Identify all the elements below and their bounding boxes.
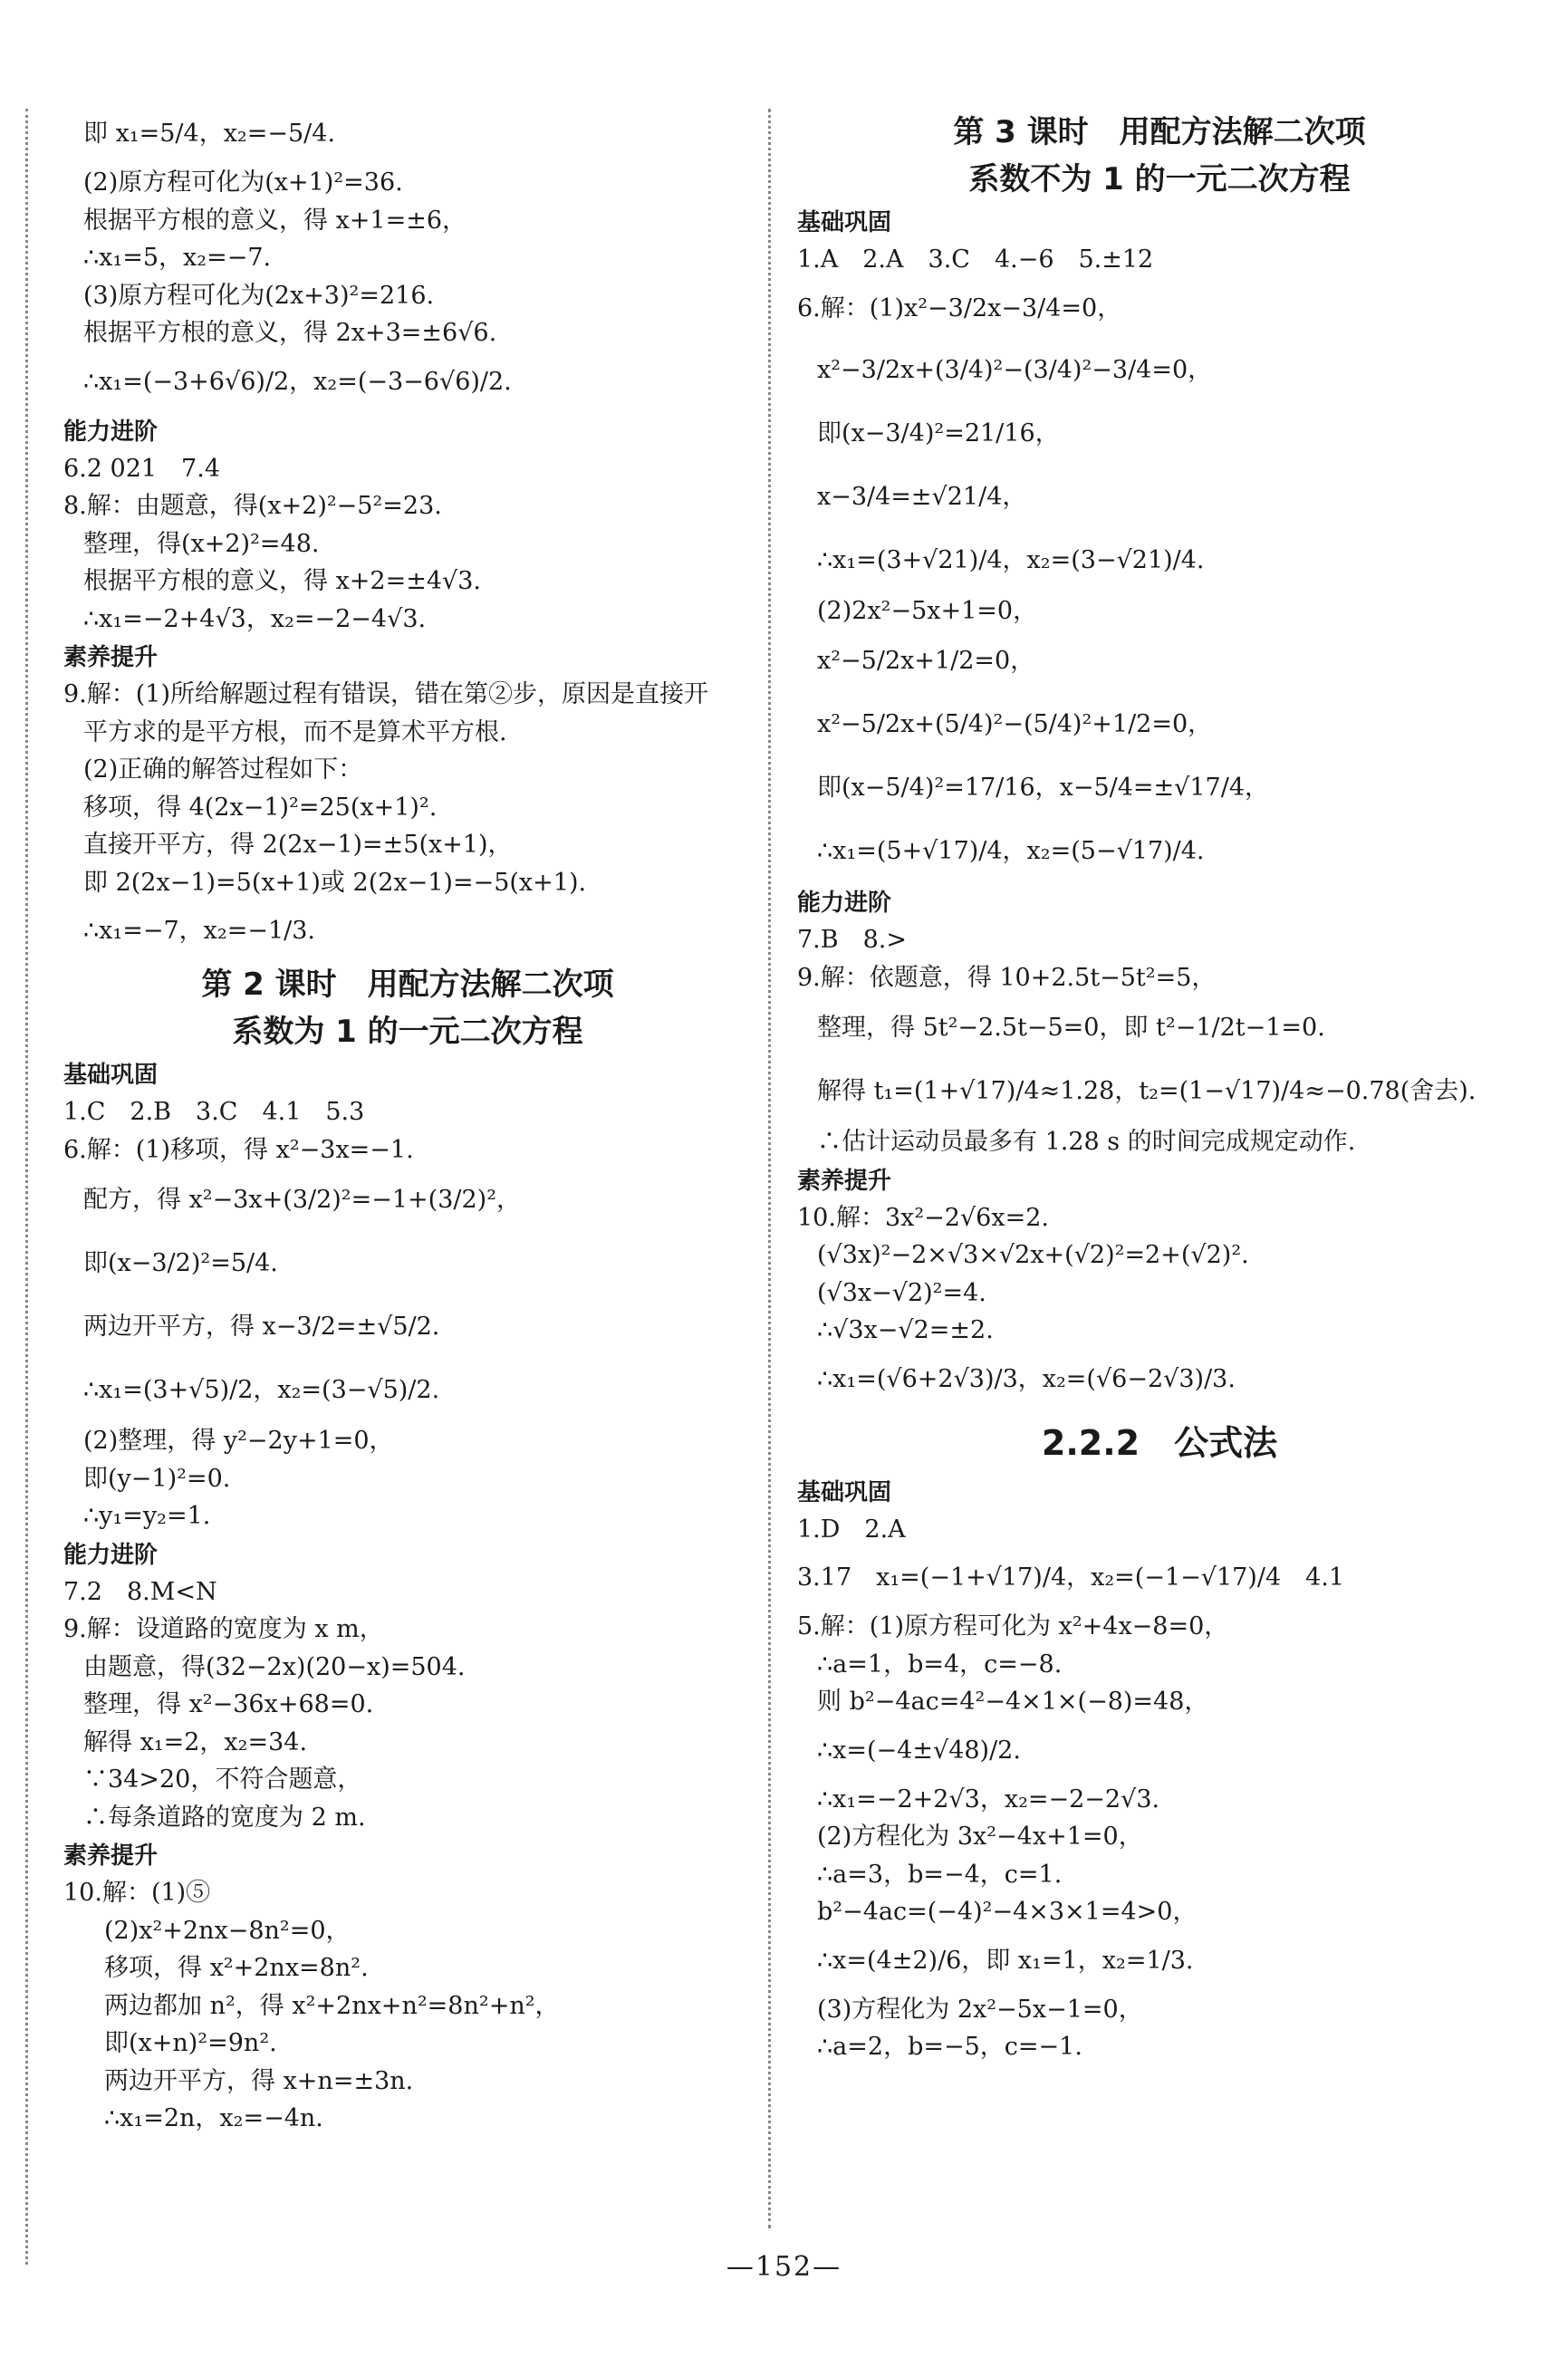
text-line: (2)x²+2nx−8n²=0， — [104, 1916, 351, 1945]
lines-block — [797, 241, 1522, 883]
text-line: ∴x₁=(−3+6√6)/2，x₂=(−3−6√6)/2. — [83, 367, 512, 396]
text-line: 移项，得 4(2x−1)²=25(x+1)². — [83, 793, 438, 822]
text-line: b²−4ac=(−4)²−4×3×1=4>0， — [817, 1898, 1198, 1926]
text-line: (3)方程化为 2x²−5x−1=0， — [817, 1995, 1143, 2024]
text-line: 1.D 2.A — [797, 1515, 906, 1544]
text-line: 9.解：设道路的宽度为 x m， — [63, 1615, 384, 1643]
section-heading: 能力进阶 — [63, 418, 159, 446]
left-column — [63, 104, 752, 2138]
text-line: 即(x−3/4)²=21/16， — [817, 418, 1060, 447]
text-line: (2)2x²−5x+1=0， — [817, 596, 1038, 625]
lines-block — [63, 450, 752, 639]
lines-block — [63, 104, 752, 412]
text-line: 6.解：(1)x²−3/2x−3/4=0， — [797, 293, 1122, 322]
lines-block — [797, 1511, 1522, 2066]
text-line: ∴a=2，b=−5，c=−1. — [817, 2033, 1082, 2061]
text-line: 根据平方根的意义，得 x+1=±6， — [83, 206, 467, 235]
text-line: 则 b²−4ac=4²−4×1×(−8)=48， — [817, 1688, 1209, 1716]
column-divider — [768, 109, 771, 2228]
text-line: ∴√3x−√2=±2. — [817, 1316, 994, 1344]
text-line: 配方，得 x²−3x+(3/2)²=−1+(3/2)²， — [83, 1186, 522, 1214]
text-line: 6.2 021 7.4 — [63, 454, 220, 483]
text-line: ∴a=3，b=−4，c=1. — [817, 1860, 1063, 1889]
lesson-title: 第 3 课时 用配方法解二次项 — [953, 114, 1366, 150]
topic-title: 2.2.2 公式法 — [1041, 1422, 1278, 1463]
section-heading: 素养提升 — [63, 644, 159, 671]
text-line: (3)原方程可化为(2x+3)²=216. — [83, 281, 435, 310]
section-heading: 基础巩固 — [797, 209, 892, 236]
text-line: 10.解：(1)⑤ — [63, 1879, 211, 1907]
text-line: ∴估计运动员最多有 1.28 s 的时间完成规定动作. — [817, 1128, 1356, 1156]
text-line: 即(y−1)²=0. — [83, 1464, 231, 1493]
text-line: ∴x₁=(3+√5)/2，x₂=(3−√5)/2. — [83, 1376, 440, 1404]
text-line: ∴x₁=−7，x₂=−1/3. — [83, 917, 315, 945]
text-line: 直接开平方，得 2(2x−1)=±5(x+1)， — [83, 831, 513, 859]
text-line: ∴x₁=−2+2√3，x₂=−2−2√3. — [817, 1785, 1160, 1813]
text-line: ∴x=(4±2)/6，即 x₁=1，x₂=1/3. — [817, 1946, 1194, 1975]
text-line: 平方求的是平方根，而不是算术平方根. — [83, 717, 507, 746]
text-line: (2)方程化为 3x²−4x+1=0， — [817, 1823, 1143, 1851]
text-line: ∴y₁=y₂=1. — [83, 1502, 211, 1530]
text-line: 1.A 2.A 3.C 4.−6 5.±12 — [797, 245, 1154, 274]
text-line: 整理，得 5t²−2.5t−5=0，即 t²−1/2t−1=0. — [817, 1014, 1325, 1042]
text-line: 即 2(2x−1)=5(x+1)或 2(2x−1)=−5(x+1). — [83, 868, 587, 897]
text-line: x²−5/2x+1/2=0， — [817, 647, 1035, 675]
text-line: 即(x+n)²=9n². — [104, 2029, 277, 2057]
text-line: ∴x₁=2n，x₂=−4n. — [104, 2104, 323, 2132]
lesson-title: 第 2 课时 用配方法解二次项 — [201, 967, 614, 1003]
text-line: 8.解：由题意，得(x+2)²−5²=23. — [63, 492, 442, 520]
lesson-title-line2: 系数为 1 的一元二次方程 — [232, 1014, 583, 1050]
text-line: ∴x₁=−2+4√3，x₂=−2−4√3. — [83, 604, 427, 633]
text-line: 9.解：(1)所给解题过程有错误，错在第②步，原因是直接开 — [63, 680, 709, 708]
text-line: 6.解：(1)移项，得 x²−3x=−1. — [63, 1135, 414, 1164]
text-line: ∵34>20，不符合题意， — [83, 1765, 362, 1794]
text-line: 整理，得 x²−36x+68=0. — [83, 1690, 374, 1718]
text-line: 两边开平方，得 x−3/2=±√5/2. — [83, 1313, 440, 1341]
text-line: 3.17 x₁=(−1+√17)/4，x₂=(−1−√17)/4 4.1 — [797, 1563, 1345, 1592]
text-line: (2)整理，得 y²−2y+1=0， — [83, 1427, 394, 1455]
lines-block — [63, 676, 752, 961]
text-line: 根据平方根的意义，得 2x+3=±6√6. — [83, 319, 497, 347]
text-line: ∴x₁=(3+√21)/4，x₂=(3−√21)/4. — [817, 545, 1205, 574]
left-margin-divider — [25, 109, 28, 2265]
section-heading: 素养提升 — [63, 1842, 159, 1870]
section-heading: 素养提升 — [797, 1167, 892, 1195]
text-line: 即(x−5/4)²=17/16，x−5/4=±√17/4， — [817, 774, 1270, 802]
text-line: ∴x₁=5，x₂=−7. — [83, 244, 272, 272]
text-line: x−3/4=±√21/4， — [817, 482, 1027, 511]
text-line: 两边都加 n²，得 x²+2nx+n²=8n²+n²， — [104, 1991, 560, 2020]
text-line: 根据平方根的意义，得 x+2=±4√3. — [83, 567, 482, 595]
text-line: 解得 x₁=2，x₂=34. — [83, 1727, 308, 1756]
lines-block — [63, 1573, 752, 1837]
section-heading: 基础巩固 — [797, 1478, 892, 1506]
lesson-title-line2: 系数不为 1 的一元二次方程 — [968, 161, 1351, 197]
section-heading: 基础巩固 — [63, 1062, 159, 1089]
text-line: ∴x₁=(5+√17)/4，x₂=(5−√17)/4. — [817, 837, 1205, 865]
text-line: (2)原方程可化为(x+1)²=36. — [83, 168, 403, 197]
text-line: 整理，得(x+2)²=48. — [83, 529, 320, 558]
lines-block — [797, 921, 1522, 1161]
lines-block — [797, 1199, 1522, 1409]
text-line: x²−3/2x+(3/4)²−(3/4)²−3/4=0， — [817, 355, 1213, 384]
text-line: 解得 t₁=(1+√17)/4≈1.28，t₂=(1−√17)/4≈−0.78(舍去). — [817, 1077, 1477, 1105]
text-line: 移项，得 x²+2nx=8n². — [104, 1954, 369, 1982]
section-heading: 能力进阶 — [63, 1541, 159, 1569]
lines-block — [63, 1093, 752, 1535]
text-line: ∴a=1，b=4，c=−8. — [817, 1650, 1063, 1679]
text-line: 1.C 2.B 3.C 4.1 5.3 — [63, 1098, 365, 1126]
text-line: (√3x)²−2×√3×√2x+(√2)²=2+(√2)². — [817, 1241, 1249, 1269]
page-number: —152— — [726, 2251, 842, 2283]
text-line: 10.解：3x²−2√6x=2. — [797, 1203, 1049, 1232]
text-line: 两边开平方，得 x+n=±3n. — [104, 2066, 414, 2095]
text-line: (√3x−√2)²=4. — [817, 1278, 986, 1307]
text-line: ∴x=(−4±√48)/2. — [817, 1736, 1021, 1765]
text-line: 9.解：依题意，得 10+2.5t−5t²=5， — [797, 963, 1217, 992]
text-line: 即 x₁=5/4，x₂=−5/4. — [83, 120, 336, 148]
lines-block — [63, 1874, 752, 2138]
text-line: ∴每条道路的宽度为 2 m. — [83, 1803, 366, 1832]
text-line: x²−5/2x+(5/4)²−(5/4)²+1/2=0， — [817, 710, 1213, 738]
section-heading: 能力进阶 — [797, 890, 892, 917]
right-column — [797, 109, 1522, 2066]
text-line: (2)正确的解答过程如下： — [83, 755, 363, 784]
text-line: 7.2 8.M<N — [63, 1577, 217, 1606]
text-line: 即(x−3/2)²=5/4. — [83, 1249, 278, 1277]
text-line: 7.B 8.> — [797, 926, 907, 954]
text-line: 5.解：(1)原方程可化为 x²+4x−8=0， — [797, 1612, 1229, 1640]
text-line: 由题意，得(32−2x)(20−x)=504. — [83, 1652, 466, 1681]
text-line: ∴x₁=(√6+2√3)/3，x₂=(√6−2√3)/3. — [817, 1364, 1236, 1393]
